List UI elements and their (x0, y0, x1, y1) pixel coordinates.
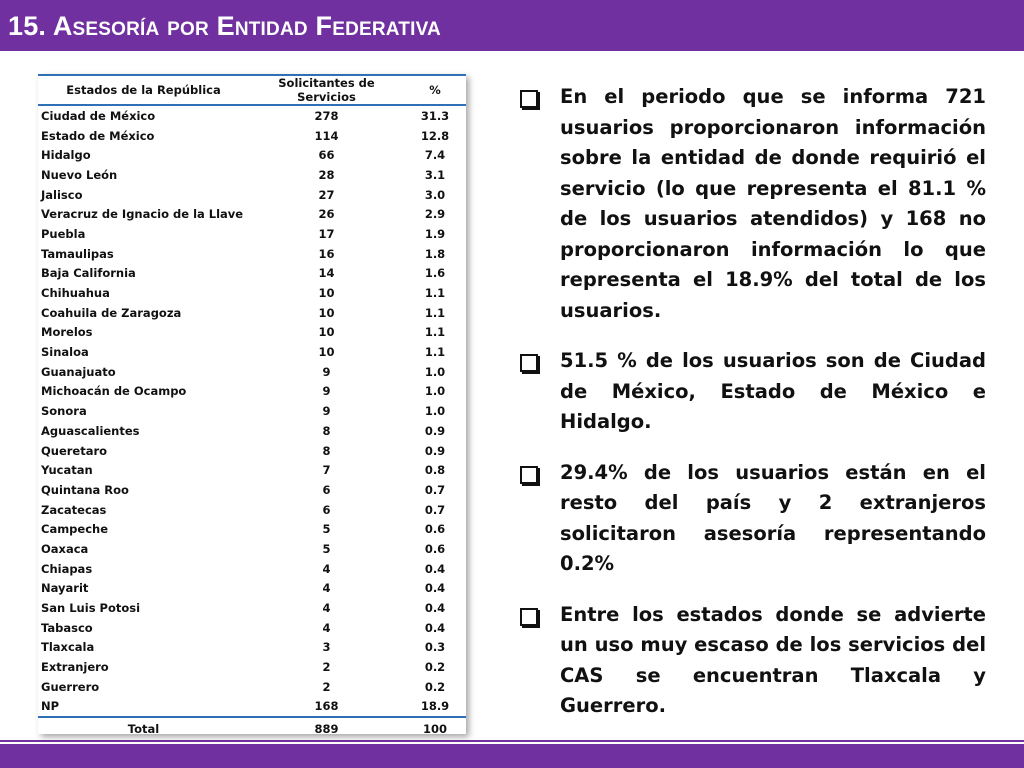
checkbox-bullet-icon (520, 608, 538, 626)
percent-cell: 1.1 (424, 305, 446, 320)
state-name-cell: Morelos (41, 325, 93, 340)
requesters-cell: 2 (322, 660, 331, 675)
percent-cell: 0.2 (424, 679, 446, 694)
table-row (38, 579, 466, 599)
table-row (38, 500, 466, 520)
percent-cell: 0.6 (424, 522, 446, 537)
requesters-cell: 8 (322, 443, 331, 458)
state-name-cell: Aguascalientes (41, 423, 140, 438)
requesters-cell: 168 (314, 699, 339, 714)
footer-bar (0, 744, 1024, 768)
state-name-cell: Oaxaca (41, 541, 89, 556)
percent-cell: 0.4 (424, 581, 446, 596)
percent-cell: 0.2 (424, 660, 446, 675)
checkbox-bullet-icon (520, 90, 538, 108)
bullet-text: 51.5 % de los usuarios son de Ciudad de México, Estado de México e Hidalgo. (560, 349, 986, 433)
table-row (38, 382, 466, 402)
percent-cell: 7.4 (424, 148, 446, 163)
bullet-list (520, 82, 986, 742)
table-row (38, 460, 466, 480)
percent-cell: 0.8 (424, 463, 446, 478)
state-name-cell: Queretaro (41, 443, 108, 458)
requesters-cell: 6 (322, 502, 331, 517)
percent-cell: 1.1 (424, 325, 446, 340)
percent-cell: 0.9 (424, 423, 446, 438)
state-name-cell: Estado de México (41, 128, 155, 143)
percent-cell: 1.0 (424, 364, 446, 379)
total-row (38, 717, 466, 741)
requesters-cell: 26 (318, 207, 335, 222)
requesters-cell: 66 (318, 148, 335, 163)
checkbox-bullet-icon (520, 354, 538, 372)
states-table-container (38, 74, 466, 737)
percent-cell: 1.1 (424, 345, 446, 360)
state-name-cell: Campeche (41, 522, 109, 537)
state-name-cell: San Luis Potosi (41, 601, 141, 616)
state-name-cell: Tamaulipas (41, 246, 114, 261)
requesters-cell: 5 (322, 522, 331, 537)
requesters-cell: 17 (318, 226, 335, 241)
percent-cell: 1.9 (424, 226, 446, 241)
requesters-cell: 3 (322, 640, 331, 655)
percent-cell: 1.1 (424, 286, 446, 301)
total-count: 889 (249, 717, 404, 741)
states-table (38, 74, 466, 742)
requesters-cell: 114 (314, 128, 339, 143)
percent-cell: 0.3 (424, 640, 446, 655)
state-name-cell: Michoacán de Ocampo (41, 384, 187, 399)
checkbox-bullet-icon (520, 466, 538, 484)
requesters-cell: 9 (322, 404, 331, 419)
table-row (38, 519, 466, 539)
table-row (38, 204, 466, 224)
table-row (38, 618, 466, 638)
percent-cell: 0.7 (424, 482, 446, 497)
table-row (38, 697, 466, 718)
percent-cell: 1.6 (424, 266, 446, 281)
percent-cell: 18.9 (420, 699, 450, 714)
percent-cell: 3.0 (424, 187, 446, 202)
percent-cell: 0.9 (424, 443, 446, 458)
bullet-item (520, 458, 986, 580)
table-row (38, 185, 466, 205)
page-title: 15. Asesoría por Entidad Federativa (8, 11, 441, 41)
table-row (38, 244, 466, 264)
requesters-cell: 4 (322, 561, 331, 576)
requesters-cell: 27 (318, 187, 335, 202)
state-name-cell: Baja California (41, 266, 136, 281)
requesters-cell: 5 (322, 541, 331, 556)
state-name-cell: Chiapas (41, 561, 93, 576)
state-name-cell: Sinaloa (41, 345, 89, 360)
table-row (38, 145, 466, 165)
percent-cell: 1.0 (424, 384, 446, 399)
state-name-cell: Ciudad de México (41, 108, 156, 123)
percent-cell: 2.9 (424, 207, 446, 222)
bullet-text: Entre los estados donde se advierte un uso muy escaso de los servicios del CAS se encuentran Tlaxcala y Guerrero. (560, 602, 986, 717)
state-name-cell: Hidalgo (41, 148, 91, 163)
table-row (38, 401, 466, 421)
percent-cell: 3.1 (424, 167, 446, 182)
state-name-cell: Tabasco (41, 620, 93, 635)
table-row (38, 598, 466, 618)
requesters-cell: 8 (322, 423, 331, 438)
state-name-cell: Guerrero (41, 679, 100, 694)
requesters-cell: 16 (318, 246, 335, 261)
percent-cell: 31.3 (420, 108, 450, 123)
total-label: Total (38, 717, 249, 741)
table-row (38, 224, 466, 244)
requesters-cell: 14 (318, 266, 335, 281)
requesters-cell: 4 (322, 581, 331, 596)
bullet-item (520, 346, 986, 438)
state-name-cell: Extranjero (41, 660, 109, 675)
table-row (38, 362, 466, 382)
percent-cell: 0.4 (424, 561, 446, 576)
state-name-cell: Puebla (41, 226, 86, 241)
table-row (38, 165, 466, 185)
table-row (38, 303, 466, 323)
percent-cell: 1.8 (424, 246, 446, 261)
requesters-cell: 28 (318, 167, 335, 182)
requesters-cell: 9 (322, 364, 331, 379)
state-name-cell: Coahuila de Zaragoza (41, 305, 182, 320)
requesters-cell: 4 (322, 601, 331, 616)
requesters-cell: 6 (322, 482, 331, 497)
requesters-cell: 2 (322, 679, 331, 694)
table-row (38, 126, 466, 146)
table-row (38, 105, 466, 126)
state-name-cell: Nayarit (41, 581, 89, 596)
state-name-cell: Tlaxcala (41, 640, 95, 655)
requesters-cell: 10 (318, 325, 335, 340)
percent-cell: 12.8 (420, 128, 450, 143)
percent-cell: 0.4 (424, 620, 446, 635)
requesters-cell: 10 (318, 305, 335, 320)
percent-cell: 0.6 (424, 541, 446, 556)
state-name-cell: Veracruz de Ignacio de la Llave (41, 207, 244, 222)
state-name-cell: Zacatecas (41, 502, 107, 517)
table-row (38, 559, 466, 579)
table-row (38, 657, 466, 677)
table-row (38, 677, 466, 697)
state-name-cell: Guanajuato (41, 364, 116, 379)
bullet-text: En el periodo que se informa 721 usuarios proporcionaron información sobre la entidad de donde requirió el servicio (lo que representa el 81.1 % de los usuarios atendidos) y 168 no proporcionaron información lo que representa el 18.9% del total de los usuarios. (560, 85, 986, 322)
percent-cell: 0.7 (424, 502, 446, 517)
table-row (38, 283, 466, 303)
header-percent: % (404, 75, 466, 105)
bullet-item (520, 82, 986, 326)
requesters-cell: 10 (318, 345, 335, 360)
state-name-cell: Quintana Roo (41, 482, 129, 497)
state-name-cell: Nuevo León (41, 167, 118, 182)
header-states: Estados de la República (38, 75, 249, 105)
table-header-row (38, 75, 466, 105)
table-row (38, 342, 466, 362)
table-row (38, 441, 466, 461)
requesters-cell: 4 (322, 620, 331, 635)
requesters-cell: 278 (314, 108, 339, 123)
table-row (38, 323, 466, 343)
bullet-item (520, 600, 986, 722)
state-name-cell: Sonora (41, 404, 87, 419)
table-row (38, 264, 466, 284)
table-row (38, 539, 466, 559)
state-name-cell: NP (41, 699, 60, 714)
state-name-cell: Jalisco (41, 187, 83, 202)
percent-cell: 0.4 (424, 601, 446, 616)
table-row (38, 638, 466, 658)
footer-rule (0, 740, 1024, 742)
title-bar (0, 0, 1024, 51)
requesters-cell: 7 (322, 463, 331, 478)
requesters-cell: 9 (322, 384, 331, 399)
bullet-text: 29.4% de los usuarios están en el resto del país y 2 extranjeros solicitaron asesoría representando 0.2% (560, 460, 986, 575)
state-name-cell: Yucatan (41, 463, 93, 478)
state-name-cell: Chihuahua (41, 286, 110, 301)
header-requesters: Solicitantes de Servicios (249, 75, 404, 105)
total-percent: 100 (404, 717, 466, 741)
requesters-cell: 10 (318, 286, 335, 301)
percent-cell: 1.0 (424, 404, 446, 419)
table-row (38, 480, 466, 500)
table-row (38, 421, 466, 441)
